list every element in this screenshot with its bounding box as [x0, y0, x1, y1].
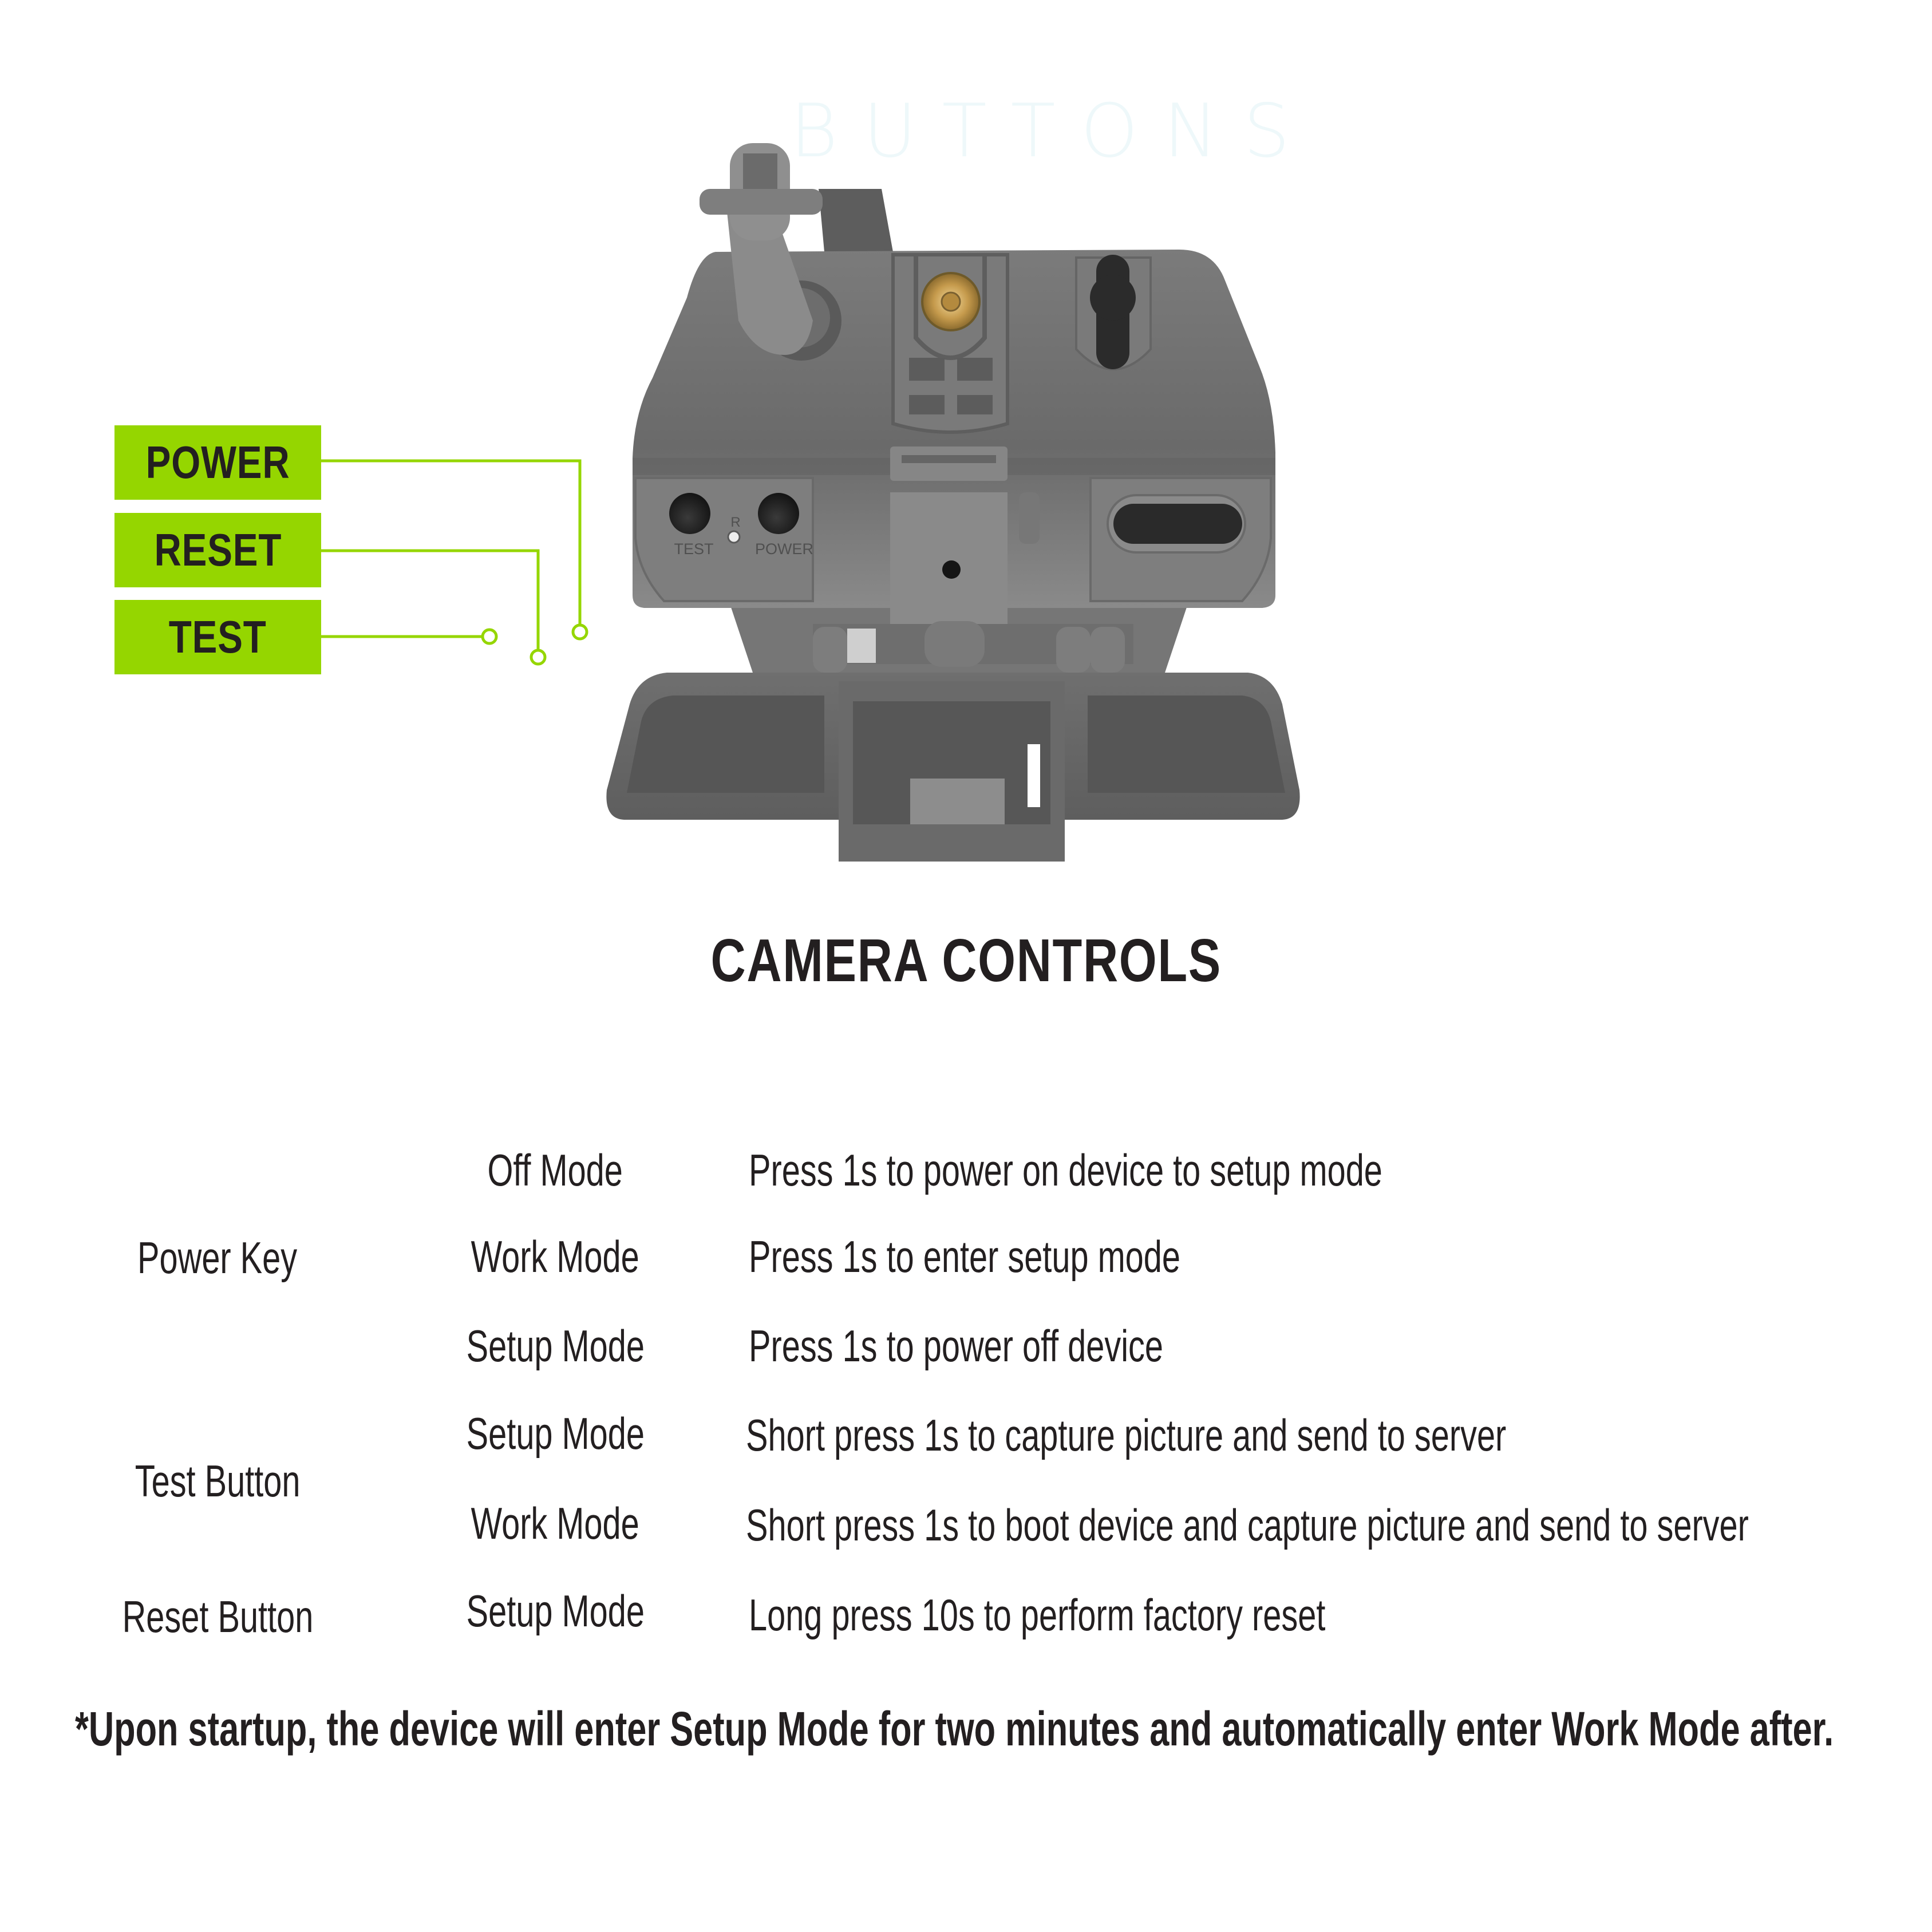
footnote-text: *Upon startup, the device will enter Setup Mode for two minutes and automatically enter Work Mode after. — [75, 1702, 1834, 1756]
mode-label: Off Mode — [487, 1145, 623, 1195]
row-action — [749, 1231, 1332, 1282]
reset-leader-line — [321, 551, 538, 650]
row-action — [746, 1500, 1932, 1550]
page-title-text: CAMERA CONTROLS — [710, 927, 1222, 994]
callout-leader-lines — [0, 0, 1932, 744]
row-mode — [412, 1586, 698, 1636]
row-action — [749, 1321, 1309, 1371]
action-text: Short press 1s to capture picture and send to server — [746, 1410, 1507, 1460]
action-text: Press 1s to power on device to setup mode — [749, 1145, 1382, 1195]
callout-power-label: POWER — [145, 437, 290, 488]
power-engraving: POWER — [754, 540, 814, 558]
action-text: Short press 1s to boot device and capture picture and send to server — [746, 1500, 1749, 1550]
action-text: Press 1s to enter setup mode — [749, 1231, 1180, 1282]
group-label: Test Button — [135, 1456, 301, 1506]
row-mode — [412, 1408, 698, 1459]
footnote — [75, 1702, 1932, 1756]
power-leader-line — [321, 461, 580, 625]
action-text: Long press 10s to perform factory reset — [749, 1590, 1326, 1640]
callout-test-label: TEST — [169, 611, 267, 662]
callout-reset-label: RESET — [154, 524, 282, 575]
row-action — [749, 1145, 1605, 1195]
mode-label: Work Mode — [471, 1231, 640, 1282]
row-mode — [412, 1498, 698, 1548]
mode-label: Setup Mode — [466, 1408, 645, 1459]
group-label: Power Key — [137, 1232, 298, 1283]
row-mode — [412, 1145, 698, 1195]
action-text: Press 1s to power off device — [749, 1321, 1164, 1371]
mode-label: Setup Mode — [466, 1586, 645, 1636]
row-mode — [412, 1231, 698, 1282]
power-leader-dot-icon — [573, 625, 587, 639]
group-label: Reset Button — [122, 1591, 313, 1642]
test-leader-dot-icon — [483, 630, 496, 643]
reset-leader-dot-icon — [531, 650, 545, 664]
group-test-button — [57, 1456, 378, 1506]
group-power-key — [57, 1232, 378, 1283]
row-action — [746, 1410, 1773, 1460]
group-reset-button — [57, 1591, 378, 1642]
reset-engraving: R — [730, 515, 741, 530]
page-title — [0, 927, 1932, 994]
row-action — [749, 1590, 1528, 1640]
mode-label: Work Mode — [471, 1498, 640, 1548]
row-mode — [412, 1321, 698, 1371]
mode-label: Setup Mode — [466, 1321, 645, 1371]
section-watermark: BUTTONS — [790, 89, 1315, 174]
test-engraving: TEST — [674, 540, 714, 558]
